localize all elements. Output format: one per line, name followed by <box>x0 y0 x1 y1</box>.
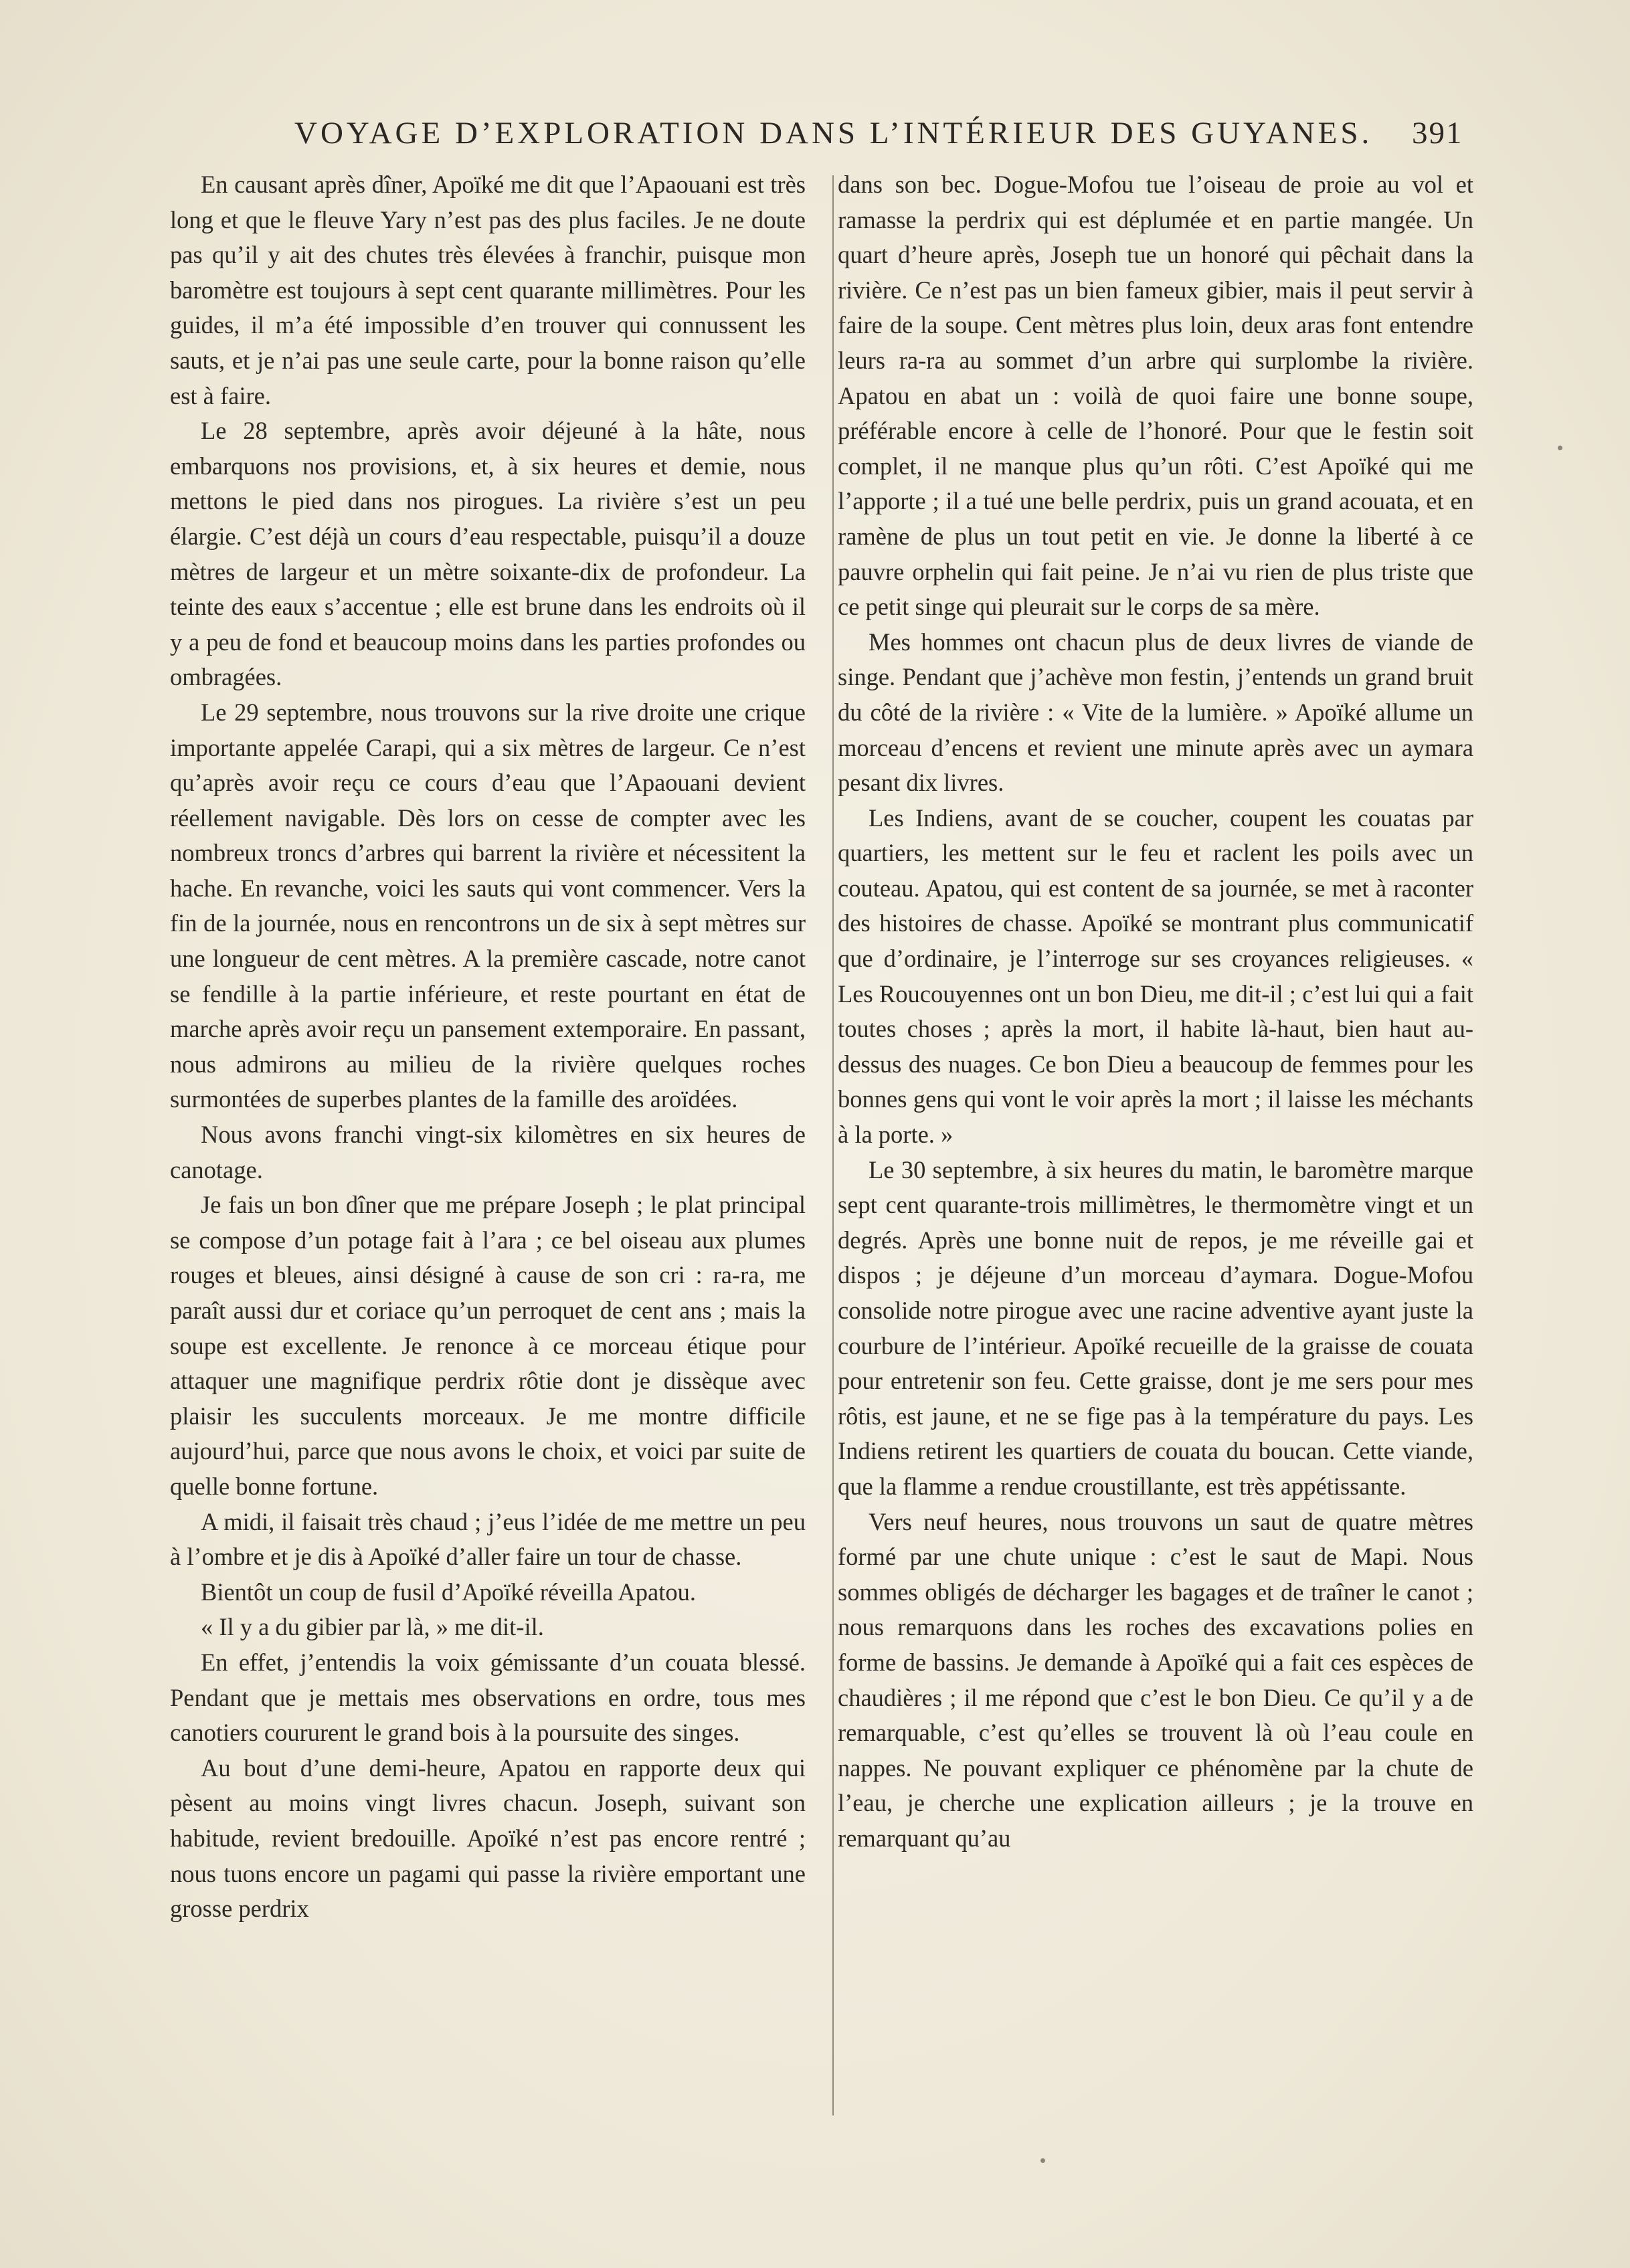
paragraph: Le 30 septembre, à six heures du matin, le baromètre marque sept cent quarante-trois millimètres, le thermomètre vingt et un degrés. Après une bonne nuit de repos, je me réveille gai et dispos ; je déjeune d’un morceau d’aymara. Dogue-Mofou consolide notre pirogue avec une racine adventive ayant juste la courbure de l’intérieur. Apoïké recueille de la graisse de couata pour entretenir son feu. Cette graisse, dont je me sers pour mes rôtis, est jaune, et ne se fige pas à la température du pays. Les Indiens retirent les quartiers de couata du boucan. Cette viande, que la flamme a rendue croustillante, est très appétissante. <box>838 1155 1473 1500</box>
paragraph: Mes hommes ont chacun plus de deux livres de viande de singe. Pendant que j’achève mon festin, j’entends un grand bruit du côté de la rivière : « Vite de la lumière. » Apoïké allume un morceau d’encens et revient une minute après avec un aymara pesant dix livres. <box>838 628 1473 797</box>
paragraph-continued: dans son bec. Dogue-Mofou tue l’oiseau de proie au vol et ramasse la perdrix qui est déplumée et en partie mangée. Un quart d’heure après, Joseph tue un honoré qui pêchait dans la rivière. Ce n’est pas un bien fameux gibier, mais il peut servir à faire de la soupe. Cent mètres plus loin, deux aras font entendre leurs ra-ra au sommet d’un arbre qui surplombe la rivière. Apatou en abat un : voilà de quoi faire une bonne soupe, préférable encore à celle de l’honoré. Pour que le festin soit complet, il ne manque plus qu’un rôti. C’est Apoïké qui me l’apporte ; il a tué une belle perdrix, puis un grand acouata, et en ramène de plus un tout petit en vie. Je donne la liberté à ce pauvre orphelin qui fait peine. Je n’ai vu rien de plus triste que ce petit singe qui pleurait sur le corps de sa mère. <box>838 171 1473 621</box>
paragraph: En causant après dîner, Apoïké me dit que l’Apaouani est très long et que le fleuve Yary n’est pas des plus faciles. Je ne doute pas qu’il y ait des chutes très élevées à franchir, puisque mon baromètre est toujours à sept cent quarante millimètres. Pour les guides, il m’a été impossible d’en trouver qui connussent les sauts, et je n’ai pas une seule carte, pour la bonne raison qu’elle est à faire. <box>170 171 806 409</box>
running-title: VOYAGE D’EXPLORATION DANS L’INTÉRIEUR DES GUYANES. <box>294 116 1373 151</box>
paper-speck <box>1040 2158 1045 2163</box>
paragraph: Les Indiens, avant de se coucher, coupent les couatas par quartiers, les mettent sur le feu et raclent les poils avec un couteau. Apatou, qui est content de sa journée, se met à raconter des histoires de chasse. Apoïké se montrant plus communicatif que d’ordinaire, je l’interroge sur ses croyances religieuses. « Les Roucouyennes ont un bon Dieu, me dit-il ; c’est lui qui a fait toutes choses ; après la mort, il habite là-haut, bien haut au-dessus des nuages. Ce bon Dieu a beaucoup de femmes pour les bonnes gens qui vont le voir après la mort ; il laisse les méchants à la porte. » <box>838 804 1473 1149</box>
paragraph: Le 28 septembre, après avoir déjeuné à la hâte, nous embarquons nos provisions, et, à six heures et demie, nous mettons le pied dans nos pirogues. La rivière s’est un peu élargie. C’est déjà un cours d’eau respectable, puisqu’il a douze mètres de largeur et un mètre soixante-dix de profondeur. La teinte des eaux s’accentue ; elle est brune dans les endroits où il y a peu de fond et beaucoup moins dans les parties profondes ou ombragées. <box>170 417 806 691</box>
paragraph: Je fais un bon dîner que me prépare Joseph ; le plat principal se compose d’un potage fait à l’ara ; ce bel oiseau aux plumes rouges et bleues, ainsi désigné à cause de son cri : ra-ra, me paraît aussi dur et coriace qu’un perroquet de cent ans ; mais la soupe est excellente. Je renonce à ce morceau étique pour attaquer une magnifique perdrix rôtie dont je dissèque avec plaisir les succulents morceaux. Je me montre difficile aujourd’hui, parce que nous avons le choix, et voici par suite de quelle bonne fortune. <box>170 1191 806 1500</box>
paragraph: A midi, il faisait très chaud ; j’eus l’idée de me mettre un peu à l’ombre et je dis à Apoïké d’aller faire un tour de chasse. <box>170 1507 806 1571</box>
paragraph: Le 29 septembre, nous trouvons sur la rive droite une crique importante appelée Carapi, qui a six mètres de largeur. Ce n’est qu’après avoir reçu ce cours d’eau que l’Apaouani devient réellement navigable. Dès lors on cesse de compter avec les nombreux troncs d’arbres qui barrent la rivière et nécessitent la hache. En revanche, voici les sauts qui vont commencer. Vers la fin de la journée, nous en rencontrons un de six à sept mètres sur une longueur de cent mètres. A la première cascade, notre canot se fendille à la partie inférieure, et reste pourtant en état de marche après avoir reçu un pansement extemporaire. En passant, nous admirons au milieu de la rivière quelques roches surmontées de superbes plantes de la famille des aroïdées. <box>170 698 806 1113</box>
paragraph: Vers neuf heures, nous trouvons un saut de quatre mètres formé par une chute unique : c’est le saut de Mapi. Nous sommes obligés de décharger les bagages et de traîner le canot ; nous remarquons dans les roches des excavations polies en forme de bassins. Je demande à Apoïké qui a fait ces espèces de chaudières ; il me répond que c’est le bon Dieu. Ce qu’il y a de remarquable, c’est qu’elles se trouvent là où l’eau coule en nappes. Ne pouvant expliquer ce phénomène par la chute de l’eau, je cherche une explication ailleurs ; je la trouve en remarquant qu’au <box>838 1507 1473 1852</box>
left-column <box>170 167 806 2121</box>
column-divider <box>832 175 834 2115</box>
paragraph: « Il y a du gibier par là, » me dit-il. <box>201 1613 544 1641</box>
right-column <box>838 167 1473 2121</box>
paragraph: En effet, j’entendis la voix gémissante d’un couata blessé. Pendant que je mettais mes observations en ordre, tous mes canotiers coururent le grand bois à la poursuite des singes. <box>170 1648 806 1747</box>
paragraph: Au bout d’une demi-heure, Apatou en rapporte deux qui pèsent au moins vingt livres chacun. Joseph, suivant son habitude, revient bredouille. Apoïké n’est pas encore rentré ; nous tuons encore un pagami qui passe la rivière emportant une grosse perdrix <box>170 1754 806 1923</box>
paragraph: Bientôt un coup de fusil d’Apoïké réveilla Apatou. <box>201 1578 696 1606</box>
page-number: 391 <box>1412 116 1463 151</box>
paragraph: Nous avons franchi vingt-six kilomètres en six heures de canotage. <box>170 1121 806 1184</box>
paper-speck <box>1558 446 1562 450</box>
